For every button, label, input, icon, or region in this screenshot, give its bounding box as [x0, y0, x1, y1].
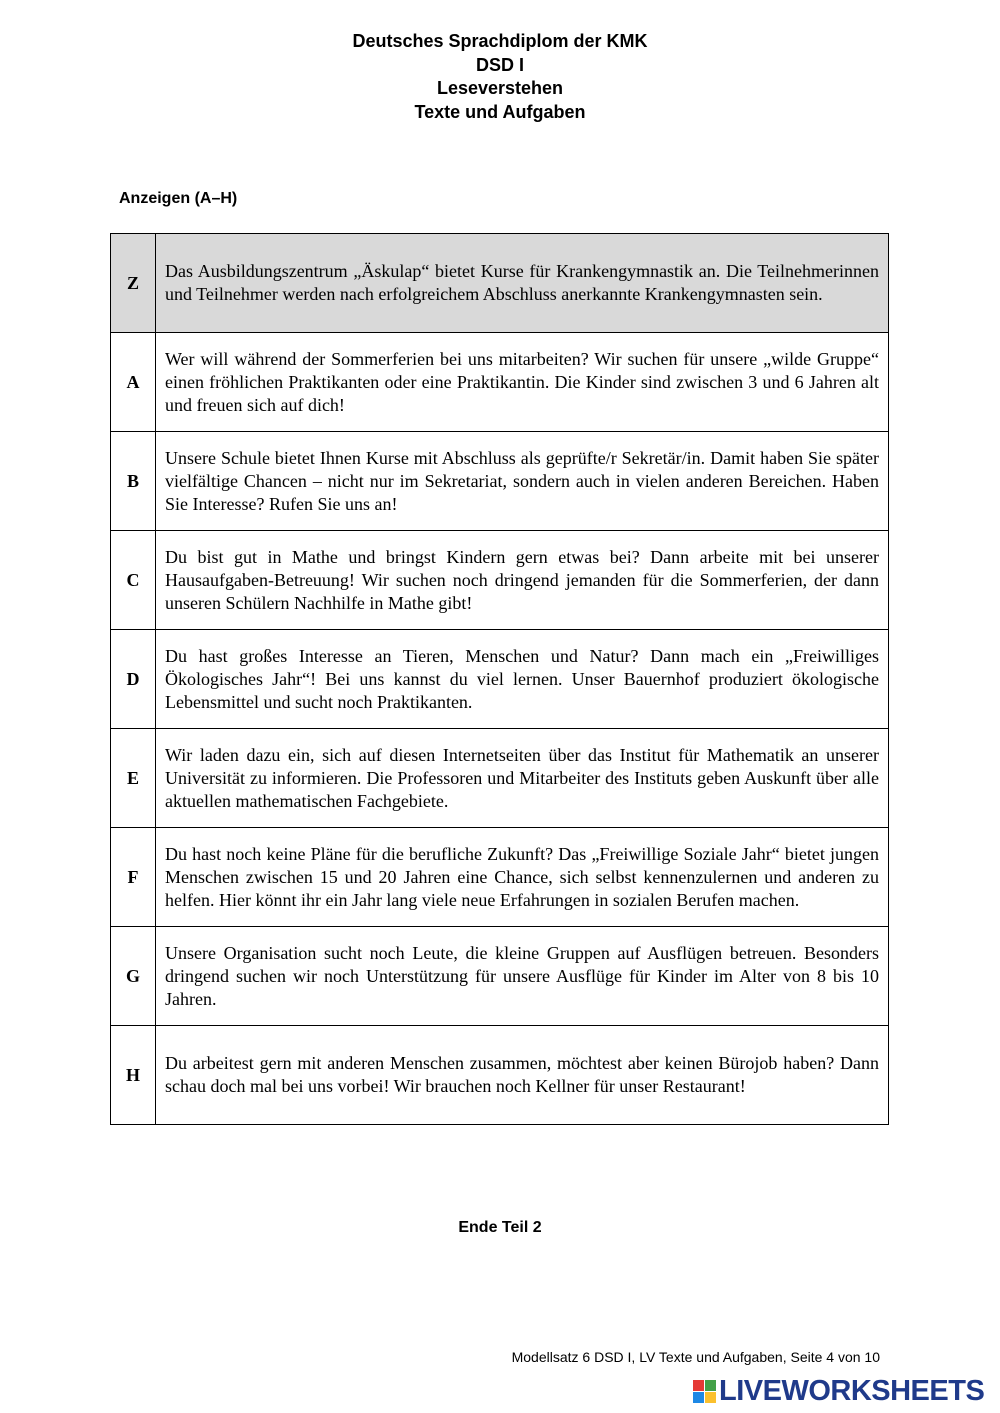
ad-letter: H	[111, 1026, 156, 1125]
ad-row-d	[111, 630, 889, 729]
ad-row-e	[111, 729, 889, 828]
document-header	[0, 30, 1000, 124]
ad-row-a	[111, 333, 889, 432]
header-level: DSD I	[475, 54, 524, 75]
ad-text: Das Ausbildungszentrum „Äskulap“ bietet Kurse für Krankengymnastik an. Die Teilnehmerinnen und Teilnehmer werden nach erfolgreichem Abschluss anerkannte Krankengymnasten sein.	[156, 234, 889, 333]
ad-letter: F	[111, 828, 156, 927]
header-subtitle: Texte und Aufgaben	[414, 101, 586, 122]
logo-mark-icon	[693, 1380, 717, 1404]
ad-letter: Z	[111, 234, 156, 333]
ad-letter: B	[111, 432, 156, 531]
ad-letter: C	[111, 531, 156, 630]
ads-table	[110, 233, 889, 1125]
ad-letter: G	[111, 927, 156, 1026]
ad-letter: D	[111, 630, 156, 729]
ad-row-z	[111, 234, 889, 333]
ad-text: Du bist gut in Mathe und bringst Kindern gern etwas bei? Dann arbeite mit bei unserer Hausaufgaben-Betreuung! Wir suchen noch dringend jemanden für die Sommerferien, der dann unseren Schülern Nachhilfe in Mathe gibt!	[156, 531, 889, 630]
ad-text: Wer will während der Sommerferien bei uns mitarbeiten? Wir suchen für unsere „wilde Gruppe“ einen fröhlichen Praktikanten oder eine Praktikantin. Die Kinder sind zwischen 3 und 6 Jahren alt und freuen sich auf dich!	[156, 333, 889, 432]
ad-row-g	[111, 927, 889, 1026]
ad-text: Du hast noch keine Pläne für die berufliche Zukunft? Das „Freiwillige Soziale Jahr“ bietet jungen Menschen zwischen 15 und 20 Jahren eine Chance, sich selbst kennenzulernen und anderen zu helfen. Hier könnt ihr ein Jahr lang viele neue Erfahrungen in sozialen Berufen machen.	[156, 828, 889, 927]
header-section: Leseverstehen	[436, 78, 564, 98]
ad-letter: E	[111, 729, 156, 828]
liveworksheets-logo[interactable]	[693, 1375, 984, 1408]
ad-row-b	[111, 432, 889, 531]
ad-letter: A	[111, 333, 156, 432]
ad-text: Du hast großes Interesse an Tieren, Menschen und Natur? Dann mach ein „Freiwilliges Ökologisches Jahr“! Bei uns kannst du viel lernen. Unser Bauernhof produziert ökologische Lebensmittel und sucht noch Praktikanten.	[156, 630, 889, 729]
ad-row-f	[111, 828, 889, 927]
ad-text: Unsere Organisation sucht noch Leute, die kleine Gruppen auf Ausflügen betreuen. Besonders dringend suchen wir noch Unterstützung für unsere Ausflüge für Kinder im Alter von 8 bis 10 Jahren.	[156, 927, 889, 1026]
ad-text: Du arbeitest gern mit anderen Menschen zusammen, möchtest aber keinen Bürojob haben? Dann schau doch mal bei uns vorbei! Wir brauchen noch Kellner für unser Restaurant!	[156, 1026, 889, 1125]
ad-row-h	[111, 1026, 889, 1125]
ad-row-c	[111, 531, 889, 630]
ad-text: Wir laden dazu ein, sich auf diesen Internetseiten über das Institut für Mathematik an unserer Universität zu informieren. Die Professoren und Mitarbeiter des Instituts geben Auskunft über alle aktuellen mathematischen Fachgebiete.	[156, 729, 889, 828]
header-title: Deutsches Sprachdiplom der KMK	[352, 31, 648, 51]
end-part-label: Ende Teil 2	[458, 1219, 542, 1236]
logo-text: LIVEWORKSHEETS	[719, 1375, 985, 1407]
section-title: Anzeigen (A–H)	[119, 190, 238, 207]
ad-text: Unsere Schule bietet Ihnen Kurse mit Abschluss als geprüfte/r Sekretär/in. Damit haben Sie später vielfältige Chancen – nicht nur im Sekretariat, sondern auch in vielen anderen Bereichen. Haben Sie Interesse? Rufen Sie uns an!	[156, 432, 889, 531]
page-footer: Modellsatz 6 DSD I, LV Texte und Aufgaben, Seite 4 von 10	[511, 1349, 880, 1365]
